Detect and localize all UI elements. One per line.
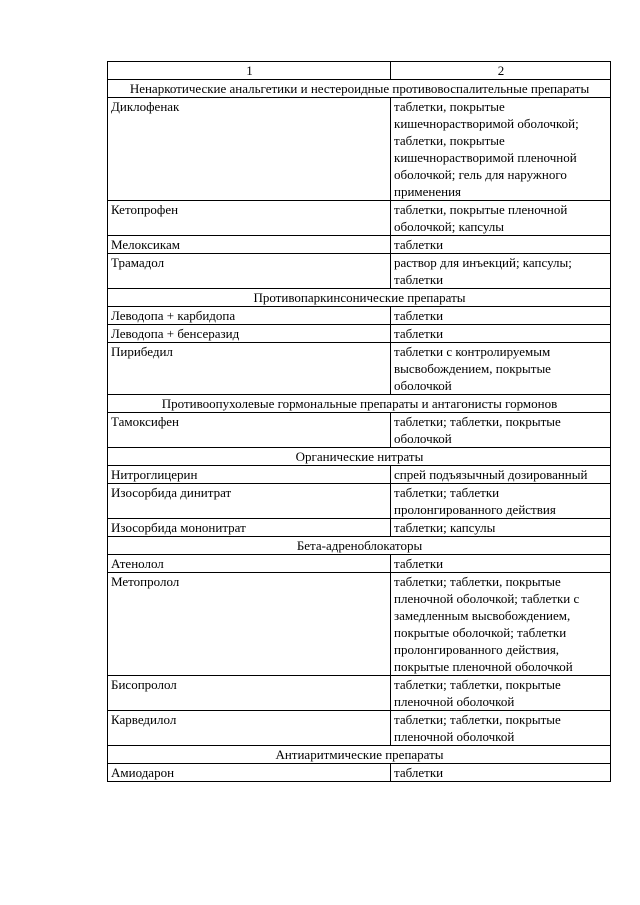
drug-name: Леводопа + бенсеразид — [108, 325, 391, 343]
dosage-form: таблетки; таблетки пролонгированного действия — [391, 484, 611, 519]
drug-name: Карведилол — [108, 711, 391, 746]
dosage-form: таблетки — [391, 555, 611, 573]
dosage-form: таблетки, покрытые пленочной оболочкой; капсулы — [391, 201, 611, 236]
dosage-form: раствор для инъекций; капсулы; таблетки — [391, 254, 611, 289]
drug-name: Мелоксикам — [108, 236, 391, 254]
drug-name: Тамоксифен — [108, 413, 391, 448]
drug-name: Пирибедил — [108, 343, 391, 395]
section-title: Бета-адреноблокаторы — [108, 537, 611, 555]
section-title: Ненаркотические анальгетики и нестероидные противовоспалительные препараты — [108, 80, 611, 98]
table-row — [108, 711, 611, 746]
section-row — [108, 537, 611, 555]
table-row — [108, 325, 611, 343]
section-title: Противопаркинсонические препараты — [108, 289, 611, 307]
drug-name: Амиодарон — [108, 764, 391, 782]
dosage-form: таблетки — [391, 325, 611, 343]
dosage-form: таблетки — [391, 307, 611, 325]
drug-name: Изосорбида мононитрат — [108, 519, 391, 537]
drug-name: Леводопа + карбидопа — [108, 307, 391, 325]
table-row — [108, 413, 611, 448]
table-row — [108, 98, 611, 201]
drug-name: Нитроглицерин — [108, 466, 391, 484]
dosage-form: таблетки — [391, 764, 611, 782]
section-row — [108, 746, 611, 764]
table-row — [108, 201, 611, 236]
table-row — [108, 764, 611, 782]
dosage-form: таблетки с контролируемым высвобождением, покрытые оболочкой — [391, 343, 611, 395]
section-title: Противоопухолевые гормональные препараты и антагонисты гормонов — [108, 395, 611, 413]
drug-name: Изосорбида динитрат — [108, 484, 391, 519]
drug-name: Кетопрофен — [108, 201, 391, 236]
section-row — [108, 395, 611, 413]
drug-name: Метопролол — [108, 573, 391, 676]
dosage-form: таблетки; капсулы — [391, 519, 611, 537]
dosage-form: таблетки — [391, 236, 611, 254]
table-row — [108, 555, 611, 573]
header-col-1: 1 — [108, 62, 391, 80]
dosage-form: таблетки; таблетки, покрытые пленочной оболочкой; таблетки с замедленным высвобождением, покрытые оболочкой; таблетки пролонгированного действия, покрытые пленочной оболочкой — [391, 573, 611, 676]
section-title: Антиаритмические препараты — [108, 746, 611, 764]
drug-name: Атенолол — [108, 555, 391, 573]
dosage-form: таблетки; таблетки, покрытые пленочной оболочкой — [391, 711, 611, 746]
table-row — [108, 236, 611, 254]
drug-name: Трамадол — [108, 254, 391, 289]
drug-name: Бисопролол — [108, 676, 391, 711]
section-title: Органические нитраты — [108, 448, 611, 466]
table-row — [108, 573, 611, 676]
header-row — [108, 62, 611, 80]
section-row — [108, 289, 611, 307]
table-row — [108, 676, 611, 711]
dosage-form: спрей подъязычный дозированный — [391, 466, 611, 484]
table-body — [108, 80, 611, 782]
section-row — [108, 448, 611, 466]
table-row — [108, 343, 611, 395]
dosage-form: таблетки, покрытые кишечнорастворимой оболочкой; таблетки, покрытые кишечнорастворимой пленочной оболочкой; гель для наружного применения — [391, 98, 611, 201]
table-row — [108, 484, 611, 519]
dosage-form: таблетки; таблетки, покрытые пленочной оболочкой — [391, 676, 611, 711]
header-col-2: 2 — [391, 62, 611, 80]
table-row — [108, 254, 611, 289]
table-row — [108, 466, 611, 484]
dosage-form: таблетки; таблетки, покрытые оболочкой — [391, 413, 611, 448]
table-row — [108, 307, 611, 325]
table-row — [108, 519, 611, 537]
drug-table — [107, 61, 611, 782]
drug-name: Диклофенак — [108, 98, 391, 201]
section-row — [108, 80, 611, 98]
